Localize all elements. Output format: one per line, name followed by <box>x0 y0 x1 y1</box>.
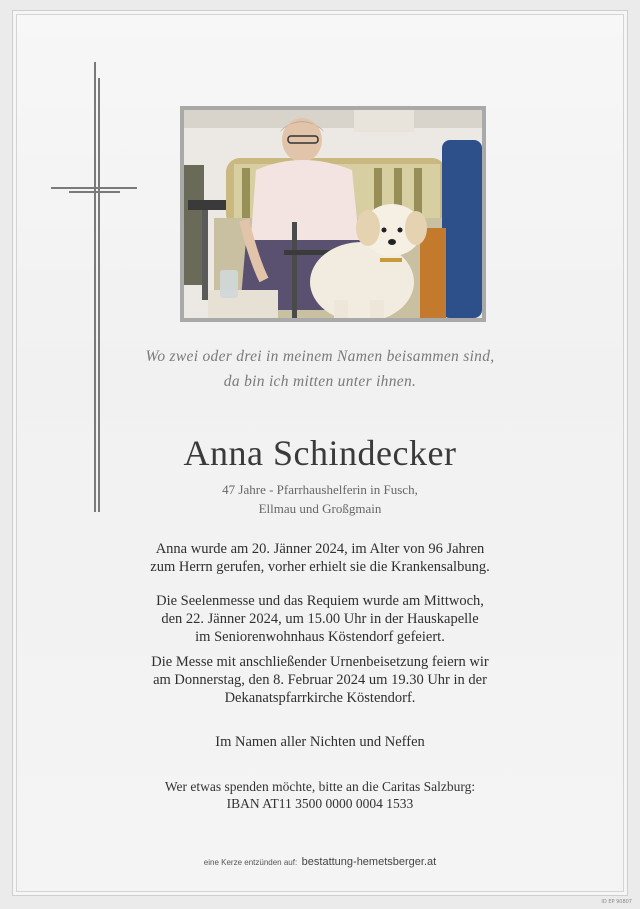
footer-prefix: eine Kerze entzünden auf: <box>203 858 298 867</box>
closing-line: Im Namen aller Nichten und Neffen <box>215 734 425 750</box>
requiem-paragraph <box>0 592 640 646</box>
donation-info <box>0 778 640 812</box>
deceased-subtitle <box>0 480 640 518</box>
deceased-name: Anna Schindecker <box>183 433 457 473</box>
paragraph-line: zum Herrn gerufen, vorher erhielt sie die Krankensalbung. <box>150 559 490 575</box>
portrait-photo-frame <box>180 106 486 322</box>
quote-line: Wo zwei oder drei in meinem Namen beisammen sind, <box>145 348 495 365</box>
quote-line: da bin ich mitten unter ihnen. <box>223 373 417 390</box>
paragraph-line: Die Messe mit anschließender Urnenbeisetzung feiern wir <box>151 654 489 670</box>
paragraph-line: den 22. Jänner 2024, um 15.00 Uhr in der Hauskapelle <box>161 611 479 627</box>
paragraph-line: Die Seelenmesse und das Requiem wurde am Mittwoch, <box>156 593 484 609</box>
donation-line: Wer etwas spenden möchte, bitte an die Caritas Salzburg: <box>164 779 476 794</box>
bible-quote <box>60 344 580 394</box>
paragraph-line: Dekanatspfarrkirche Köstendorf. <box>224 690 416 706</box>
death-notice-paragraph <box>0 540 640 576</box>
portrait-photo <box>184 110 482 318</box>
burial-paragraph <box>0 653 640 707</box>
subtitle-line: Ellmau und Großgmain <box>258 501 382 516</box>
document-code: ID EP 90807 <box>601 899 632 905</box>
footer-url-link[interactable]: bestattung-hemetsberger.at <box>301 856 437 868</box>
paragraph-line: Anna wurde am 20. Jänner 2024, im Alter von 96 Jahren <box>155 541 485 557</box>
iban-line: IBAN AT11 3500 0000 0004 1533 <box>226 796 414 811</box>
subtitle-line: 47 Jahre - Pfarrhaushelferin in Fusch, <box>222 482 418 497</box>
paragraph-line: im Seniorenwohnhaus Köstendorf gefeiert. <box>195 629 445 645</box>
paragraph-line: am Donnerstag, den 8. Februar 2024 um 19.30 Uhr in der <box>153 672 487 688</box>
footer <box>0 852 640 870</box>
